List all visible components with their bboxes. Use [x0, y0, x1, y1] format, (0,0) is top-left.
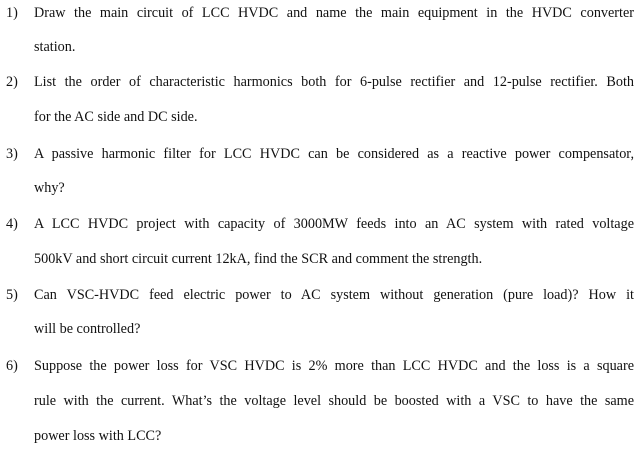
question-text-line: station. [34, 39, 76, 55]
question-text-line: A passive harmonic filter for LCC HVDC can be considered as a reactive power compensator, [34, 146, 634, 162]
question-number: 2) [6, 74, 18, 90]
question-text-line: Suppose the power loss for VSC HVDC is 2% more than LCC HVDC and the loss is a square [34, 358, 634, 374]
question-text-line: for the AC side and DC side. [34, 109, 198, 125]
question-number: 6) [6, 358, 18, 374]
question-text-line: will be controlled? [34, 321, 141, 337]
question-number: 5) [6, 287, 18, 303]
question-text-line: Can VSC-HVDC feed electric power to AC system without generation (pure load)? How it [34, 287, 634, 303]
question-text-line: Draw the main circuit of LCC HVDC and name the main equipment in the HVDC converter [34, 5, 634, 21]
question-text-line: List the order of characteristic harmonics both for 6-pulse rectifier and 12-pulse rectifier. Both [34, 74, 634, 90]
question-number: 3) [6, 146, 18, 162]
question-text-line: rule with the current. What’s the voltage level should be boosted with a VSC to have the same [34, 393, 634, 409]
question-text-line: power loss with LCC? [34, 428, 162, 444]
question-text-line: A LCC HVDC project with capacity of 3000MW feeds into an AC system with rated voltage [34, 216, 634, 232]
question-number: 4) [6, 216, 18, 232]
question-text-line: 500kV and short circuit current 12kA, find the SCR and comment the strength. [34, 251, 483, 267]
question-number: 1) [6, 5, 18, 21]
question-text-line: why? [34, 180, 65, 196]
